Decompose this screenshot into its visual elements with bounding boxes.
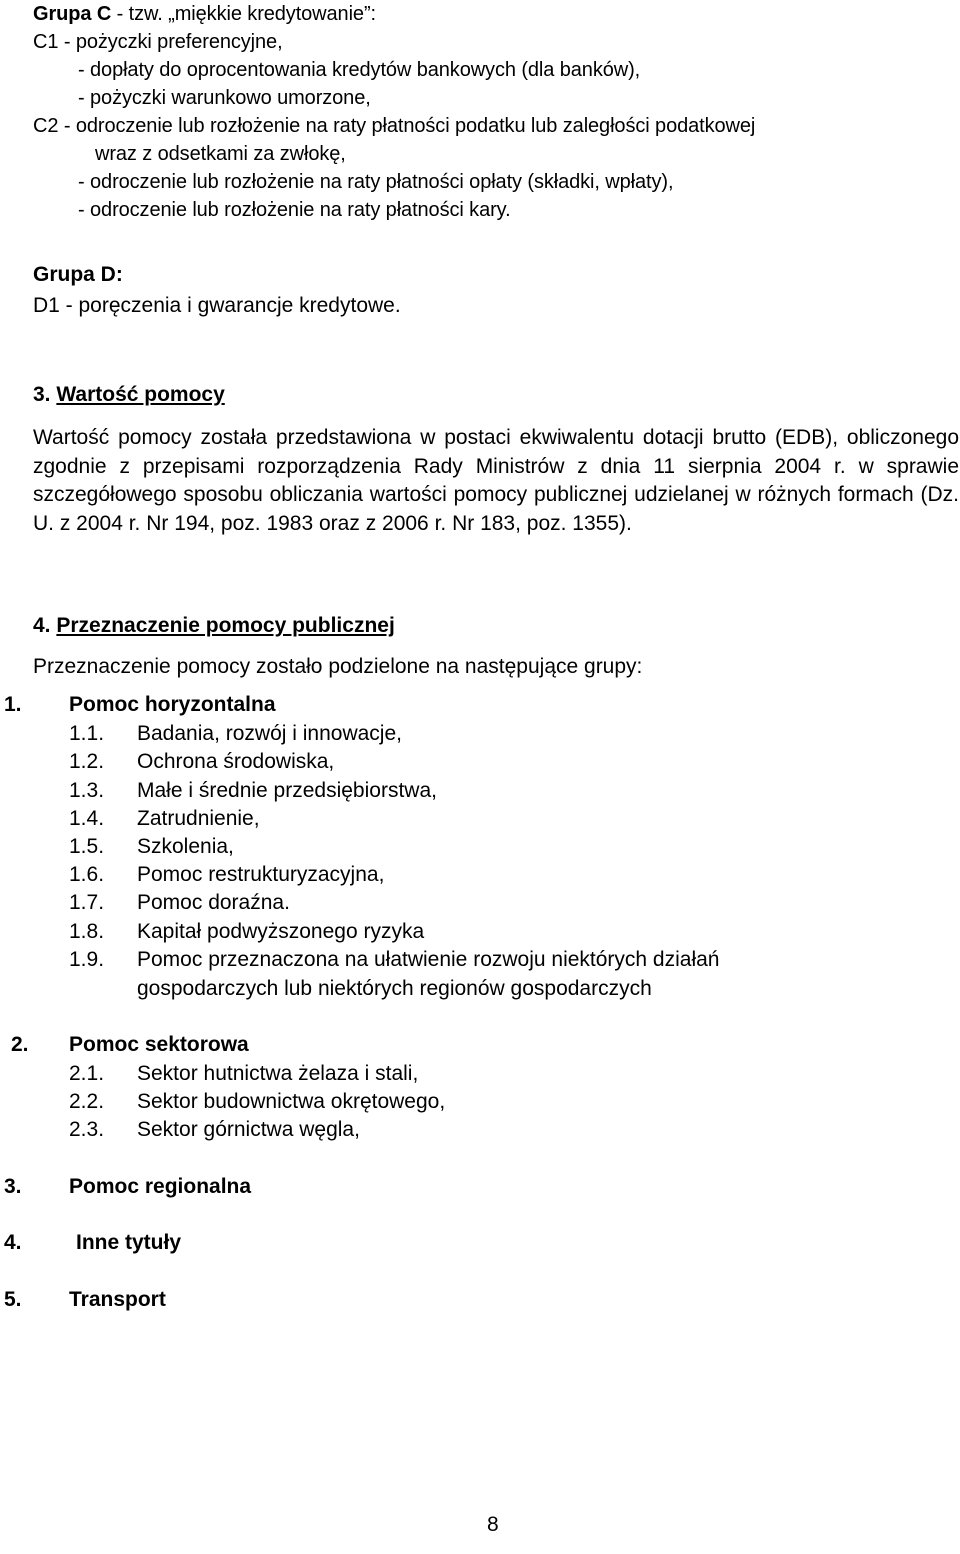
list-item-label: Sektor budownictwa okrętowego, [137,1090,446,1113]
list-item-number: 1.5. [69,835,105,858]
section-4-intro: Przeznaczenie pomocy zostało podzielone na następujące grupy: [33,655,643,678]
group-c-line: - dopłaty do oprocentowania kredytów bankowych (dla banków), [78,59,641,81]
group-title: Pomoc horyzontalna [69,693,276,716]
group-number: 1. [4,693,22,716]
list-item-number: 1.1. [69,722,105,745]
group-title: Transport [69,1288,166,1311]
list-item-label: Ochrona środowiska, [137,750,335,773]
list-item-label: Pomoc restrukturyzacyjna, [137,863,385,886]
list-item-label: Małe i średnie przedsiębiorstwa, [137,779,437,802]
list-item-label: Badania, rozwój i innowacje, [137,722,402,745]
group-c-line: - odroczenie lub rozłożenie na raty płatności opłaty (składki, wpłaty), [78,171,674,193]
group-c-line: C1 - pożyczki preferencyjne, [33,31,283,53]
group-number: 4. [4,1231,22,1254]
section-3-paragraph: Wartość pomocy została przedstawiona w postaci ekwiwalentu dotacji brutto (EDB), obliczonego zgodnie z przepisami rozporządzenia Rady Ministrów z dnia 11 sierpnia 2004 r. w sprawie szczegółowego sposobu obliczania wartości pomocy publicznej udzielanej w różnych formach (Dz. U. z 2004 r. Nr 194, poz. 1983 oraz z 2006 r. Nr 183, poz. 1355). [33,426,959,535]
section-4-number: 4. [33,614,51,637]
group-number: 2. [11,1033,29,1056]
group-number: 3. [4,1175,22,1198]
list-item-number: 2.2. [69,1090,105,1113]
group-d-line: D1 - poręczenia i gwarancje kredytowe. [33,294,401,317]
group-c-line: wraz z odsetkami za zwłokę, [95,143,346,165]
list-item-label: Szkolenia, [137,835,234,858]
group-c-line: - pożyczki warunkowo umorzone, [78,87,371,109]
group-title: Pomoc regionalna [69,1175,252,1198]
group-c-line: - odroczenie lub rozłożenie na raty płatności kary. [78,199,511,221]
section-3-heading [33,381,225,409]
list-item-label: Sektor hutnictwa żelaza i stali, [137,1062,419,1085]
list-item-label: Pomoc doraźna. [137,891,290,914]
list-item-continuation: gospodarczych lub niektórych regionów gospodarczych [137,977,652,1000]
group-title: Pomoc sektorowa [69,1033,249,1056]
group-c-heading-rest: - tzw. „miękkie kredytowanie”: [111,3,376,25]
list-item-label: Kapitał podwyższonego ryzyka [137,920,425,943]
list-item-label: Pomoc przeznaczona na ułatwienie rozwoju niektórych działań [137,948,720,971]
group-number: 5. [4,1288,22,1311]
list-item-number: 1.8. [69,920,105,943]
list-item-number: 1.3. [69,779,105,802]
list-item-number: 2.1. [69,1062,105,1085]
section-4-heading [33,612,395,640]
list-item-number: 1.7. [69,891,105,914]
group-c-heading-label: Grupa C [33,3,112,25]
page-number: 8 [487,1513,499,1536]
group-c-heading [33,0,376,28]
list-item-number: 2.3. [69,1118,105,1141]
list-item-number: 1.4. [69,807,105,830]
section-3-number: 3. [33,383,51,406]
list-item-label: Zatrudnienie, [137,807,260,830]
section-3-title: Wartość pomocy [56,383,225,406]
list-item-label: Sektor górnictwa węgla, [137,1118,360,1141]
list-item-number: 1.6. [69,863,105,886]
list-item-number: 1.9. [69,948,105,971]
section-4-title: Przeznaczenie pomocy publicznej [56,614,395,637]
list-item-number: 1.2. [69,750,105,773]
group-c-line: C2 - odroczenie lub rozłożenie na raty płatności podatku lub zaległości podatkowej [33,115,756,137]
group-d-heading: Grupa D: [33,263,123,286]
group-title: Inne tytuły [76,1231,182,1254]
